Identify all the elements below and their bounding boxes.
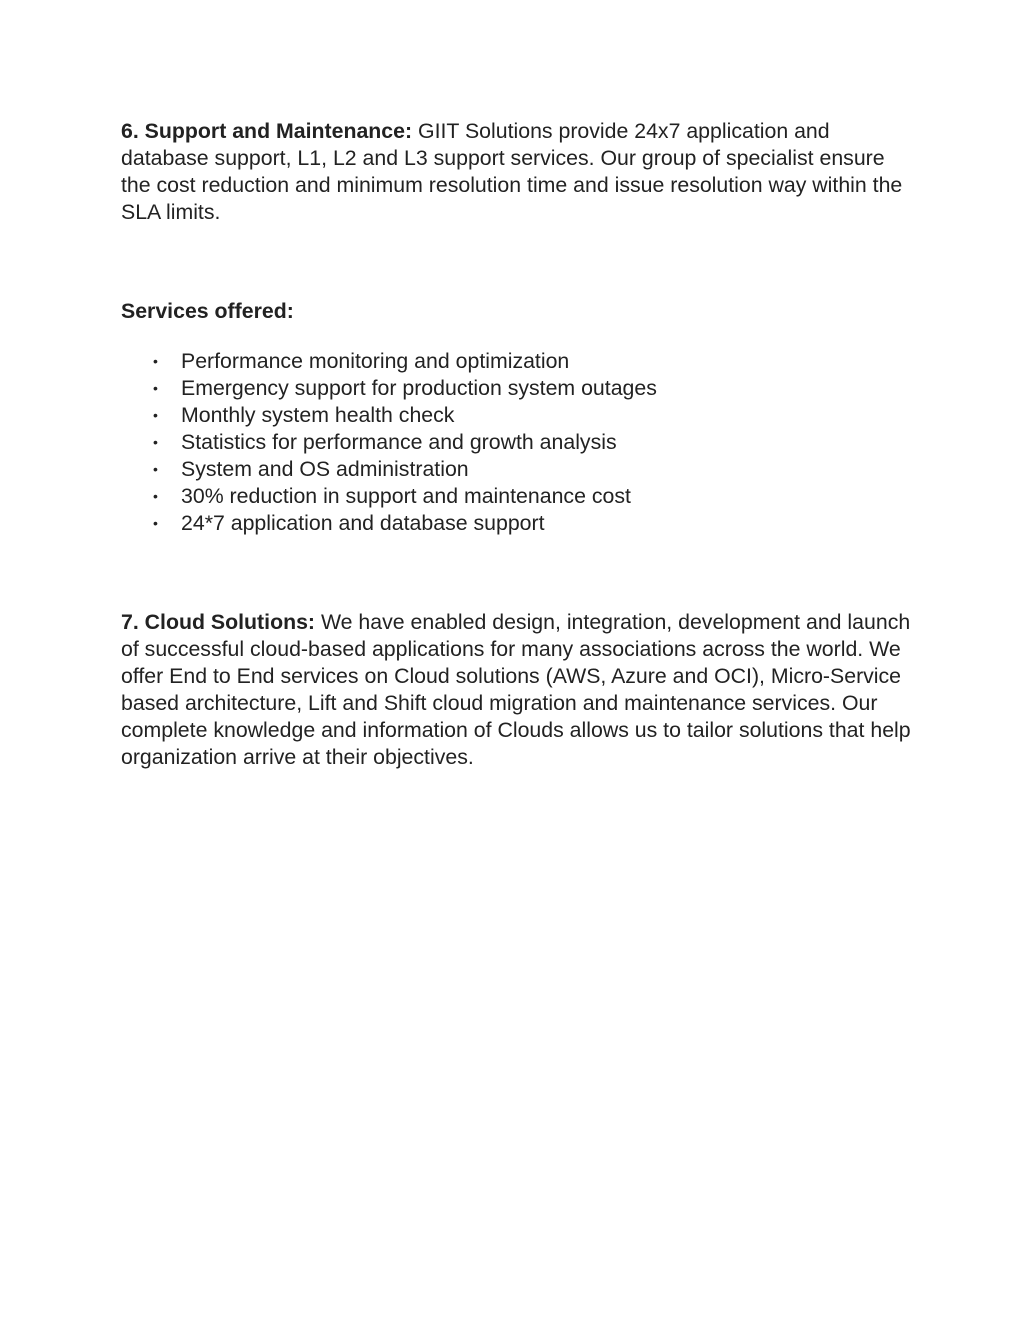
bullet-icon: • [153, 461, 158, 477]
cloud-solutions-paragraph [121, 609, 911, 771]
bullet-icon: • [153, 515, 158, 531]
list-item [121, 510, 911, 537]
bullet-icon: • [153, 407, 158, 423]
list-item [121, 429, 911, 456]
cloud-solutions-heading: 7. Cloud Solutions: [121, 610, 316, 634]
bullet-icon: • [153, 488, 158, 504]
list-item [121, 456, 911, 483]
list-item-text: 30% reduction in support and maintenance cost [181, 484, 631, 508]
list-item-text: Emergency support for production system outages [181, 376, 657, 400]
document-page [121, 118, 911, 771]
bullet-icon: • [153, 353, 158, 369]
services-list [121, 348, 911, 537]
list-item [121, 402, 911, 429]
list-item-text: System and OS administration [181, 457, 469, 481]
list-item-text: Statistics for performance and growth analysis [181, 430, 617, 454]
support-maintenance-body: GIIT Solutions provide 24x7 application and database support, L1, L2 and L3 support services. Our group of specialist ensure the cost reduction and minimum resolution time and issue resolution way within the SLA limits. [121, 119, 903, 224]
support-maintenance-heading: 6. Support and Maintenance: [121, 119, 413, 143]
bullet-icon: • [153, 434, 158, 450]
support-maintenance-paragraph [121, 118, 911, 226]
list-item [121, 483, 911, 510]
services-offered-heading: Services offered: [121, 299, 294, 323]
bullet-icon: • [153, 380, 158, 396]
list-item [121, 375, 911, 402]
cloud-solutions-body: We have enabled design, integration, development and launch of successful cloud-based applications for many associations across the world. We offer End to End services on Cloud solutions (AWS, Azure and OCI), Micro-Service based architecture, Lift and Shift cloud migration and maintenance services. Our complete knowledge and information of Clouds allows us to tailor solutions that help organization arrive at their objectives. [121, 610, 911, 769]
list-item-text: 24*7 application and database support [181, 511, 545, 535]
list-item [121, 348, 911, 375]
list-item-text: Performance monitoring and optimization [181, 349, 570, 373]
list-item-text: Monthly system health check [181, 403, 455, 427]
